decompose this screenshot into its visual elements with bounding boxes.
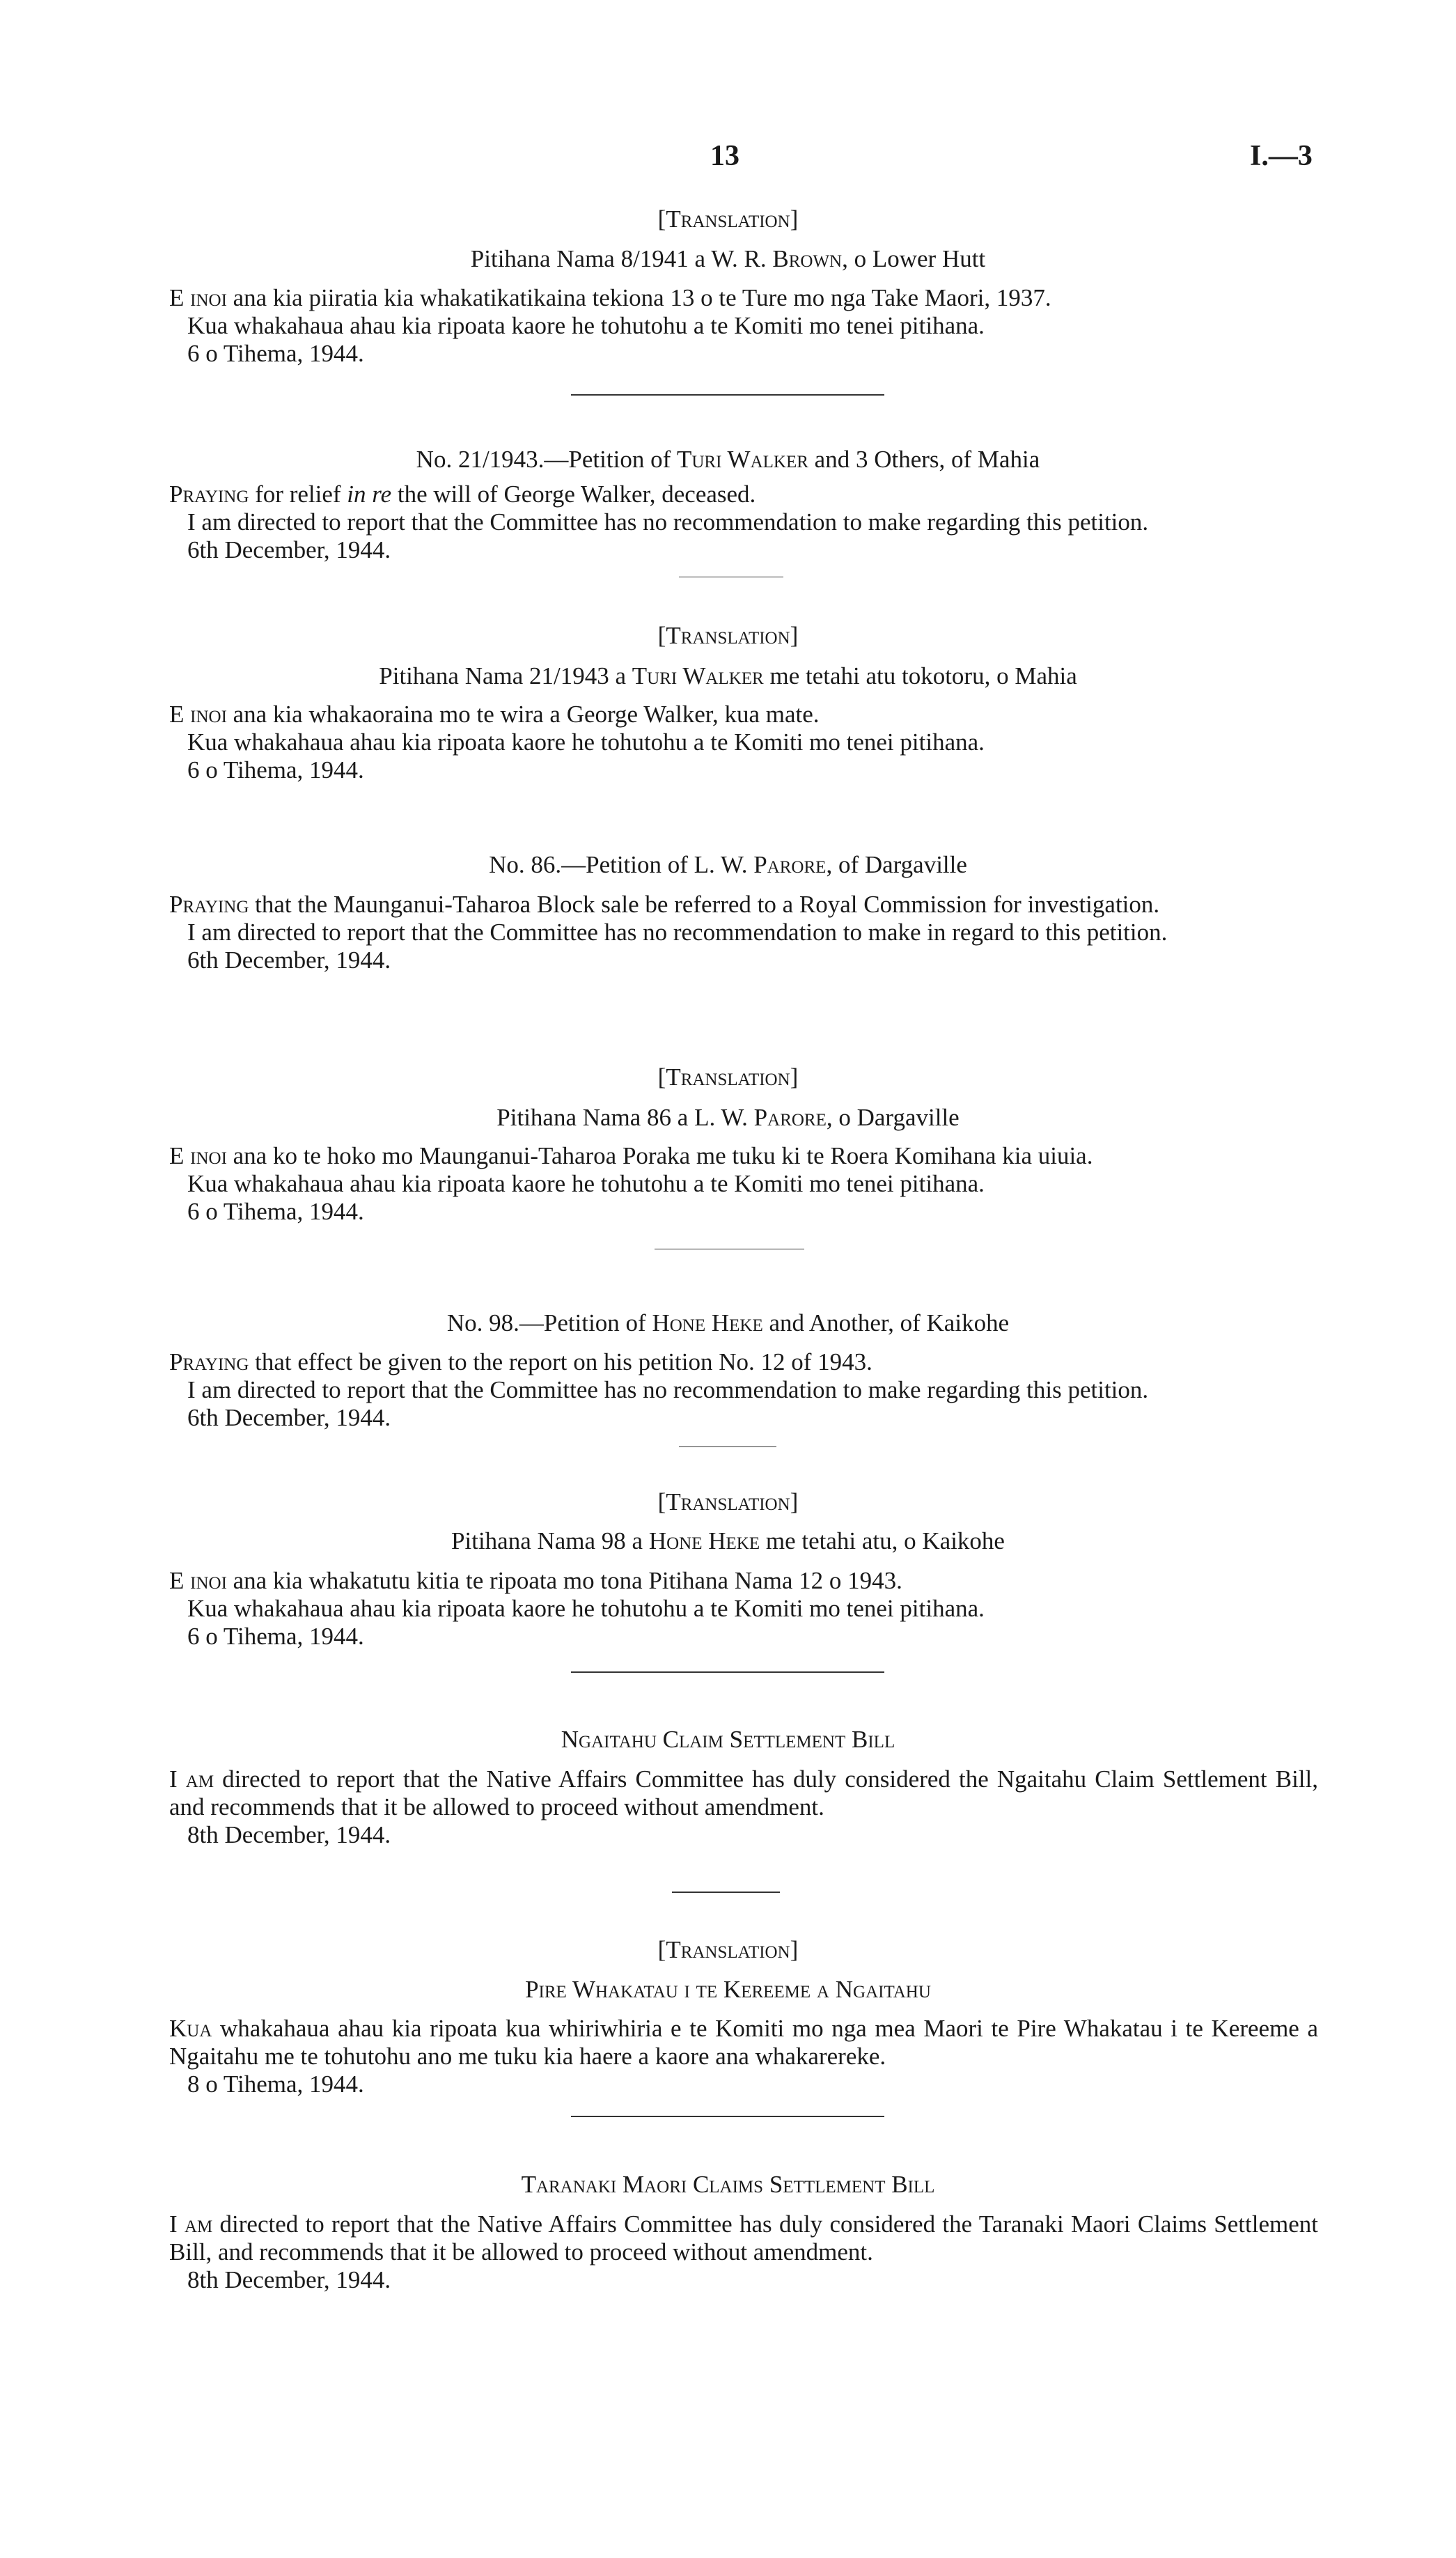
page-number: 13 xyxy=(710,140,739,172)
petition-subheading: Pitihana Nama 8/1941 a W. R. Brown, o Lower Hutt xyxy=(470,245,986,272)
bill-report-body: Kua whakahaua ahau kia ripoata kua whiriwhiria e te Komiti mo nga mea Maori te Pire Whakatau i te Kereeme a Ngaitahu me te tohutohu ano me tuku kia haere a kaore ana whakarereke. 8 o Tihema, 1944. xyxy=(169,2015,1318,2098)
petition-heading: No. 98.—Petition of Hone Heke and Another, of Kaikohe xyxy=(446,1309,1010,1336)
petition-body: E inoi ana kia whakatutu kitia te ripoata mo tona Pitihana Nama 12 o 1943. Kua whakahaua ahau kia ripoata kaore he tohutohu a te Komiti mo tenei pitihana. 6 o Tihema, 1944. xyxy=(169,1567,985,1650)
bill-subheading: Pire Whakatau i te Kereeme a Ngaitahu xyxy=(525,1976,931,2003)
petition-body: E inoi ana ko te hoko mo Maunganui-Taharoa Poraka me tuku ki te Roera Komihana kia uiuia. Kua whakahaua ahau kia ripoata kaore he tohutohu a te Komiti mo tenei pitihana. 6 o Tihema, 1944. xyxy=(169,1142,1093,1225)
petition-subheading: Pitihana Nama 98 a Hone Heke me tetahi atu, o Kaikohe xyxy=(451,1527,1005,1554)
petition-body: Praying that the Maunganui-Taharoa Block sale be referred to a Royal Commission for investigation. I am directed to report that the Committee has no recommendation to make in regard to this petition. 6th December, 1944. xyxy=(169,891,1168,974)
petition-heading: No. 21/1943.—Petition of Turi Walker and 3 Others, of Mahia xyxy=(416,446,1040,473)
section-divider xyxy=(571,394,884,396)
section-divider xyxy=(571,1671,884,1673)
petition-body: E inoi ana kia whakaoraina mo te wira a George Walker, kua mate. Kua whakahaua ahau kia ripoata kaore he tohutohu a te Komiti mo tenei pitihana. 6 o Tihema, 1944. xyxy=(169,701,985,783)
petition-body: E inoi ana kia piiratia kia whakatikatikaina tekiona 13 o te Ture mo nga Take Maori, 1937. Kua whakahaua ahau kia ripoata kaore he tohutohu a te Komiti mo tenei pitihana. 6 o Tihema, 1944. xyxy=(169,284,1051,367)
petition-body: Praying that effect be given to the report on his petition No. 12 of 1943. I am directed to report that the Committee has no recommendation to make regarding this petition. 6th December, 1944. xyxy=(169,1348,1149,1431)
section-divider xyxy=(679,1446,776,1447)
translation-heading: [Translation] xyxy=(657,622,799,649)
bill-report-body: I am directed to report that the Native Affairs Committee has duly considered the Taranaki Maori Claims Settlement Bill, and recommends that it be allowed to proceed without amendment. 8th December, 1944. xyxy=(169,2210,1318,2293)
bill-heading: Ngaitahu Claim Settlement Bill xyxy=(561,1726,895,1753)
bill-report-body: I am directed to report that the Native Affairs Committee has duly considered the Ngaitahu Claim Settlement Bill, and recommends that it be allowed to proceed without amendment. 8th December, 1944. xyxy=(169,1765,1318,1848)
translation-heading: [Translation] xyxy=(657,205,799,233)
translation-heading: [Translation] xyxy=(657,1063,799,1091)
petition-heading: No. 86.—Petition of L. W. Parore, of Dargaville xyxy=(489,851,967,878)
translation-heading: [Translation] xyxy=(657,1488,799,1515)
bill-heading: Taranaki Maori Claims Settlement Bill xyxy=(521,2171,935,2198)
document-reference: I.—3 xyxy=(1250,140,1313,172)
petition-subheading: Pitihana Nama 21/1943 a Turi Walker me tetahi atu tokotoru, o Mahia xyxy=(379,662,1077,689)
section-divider xyxy=(672,1892,780,1893)
petition-body: Praying for relief in re the will of George Walker, deceased. I am directed to report that the Committee has no recommendation to make regarding this petition. 6th December, 1944. xyxy=(169,481,1149,563)
petition-subheading: Pitihana Nama 86 a L. W. Parore, o Dargaville xyxy=(496,1104,960,1131)
translation-heading: [Translation] xyxy=(657,1936,799,1963)
section-divider xyxy=(571,2116,884,2117)
